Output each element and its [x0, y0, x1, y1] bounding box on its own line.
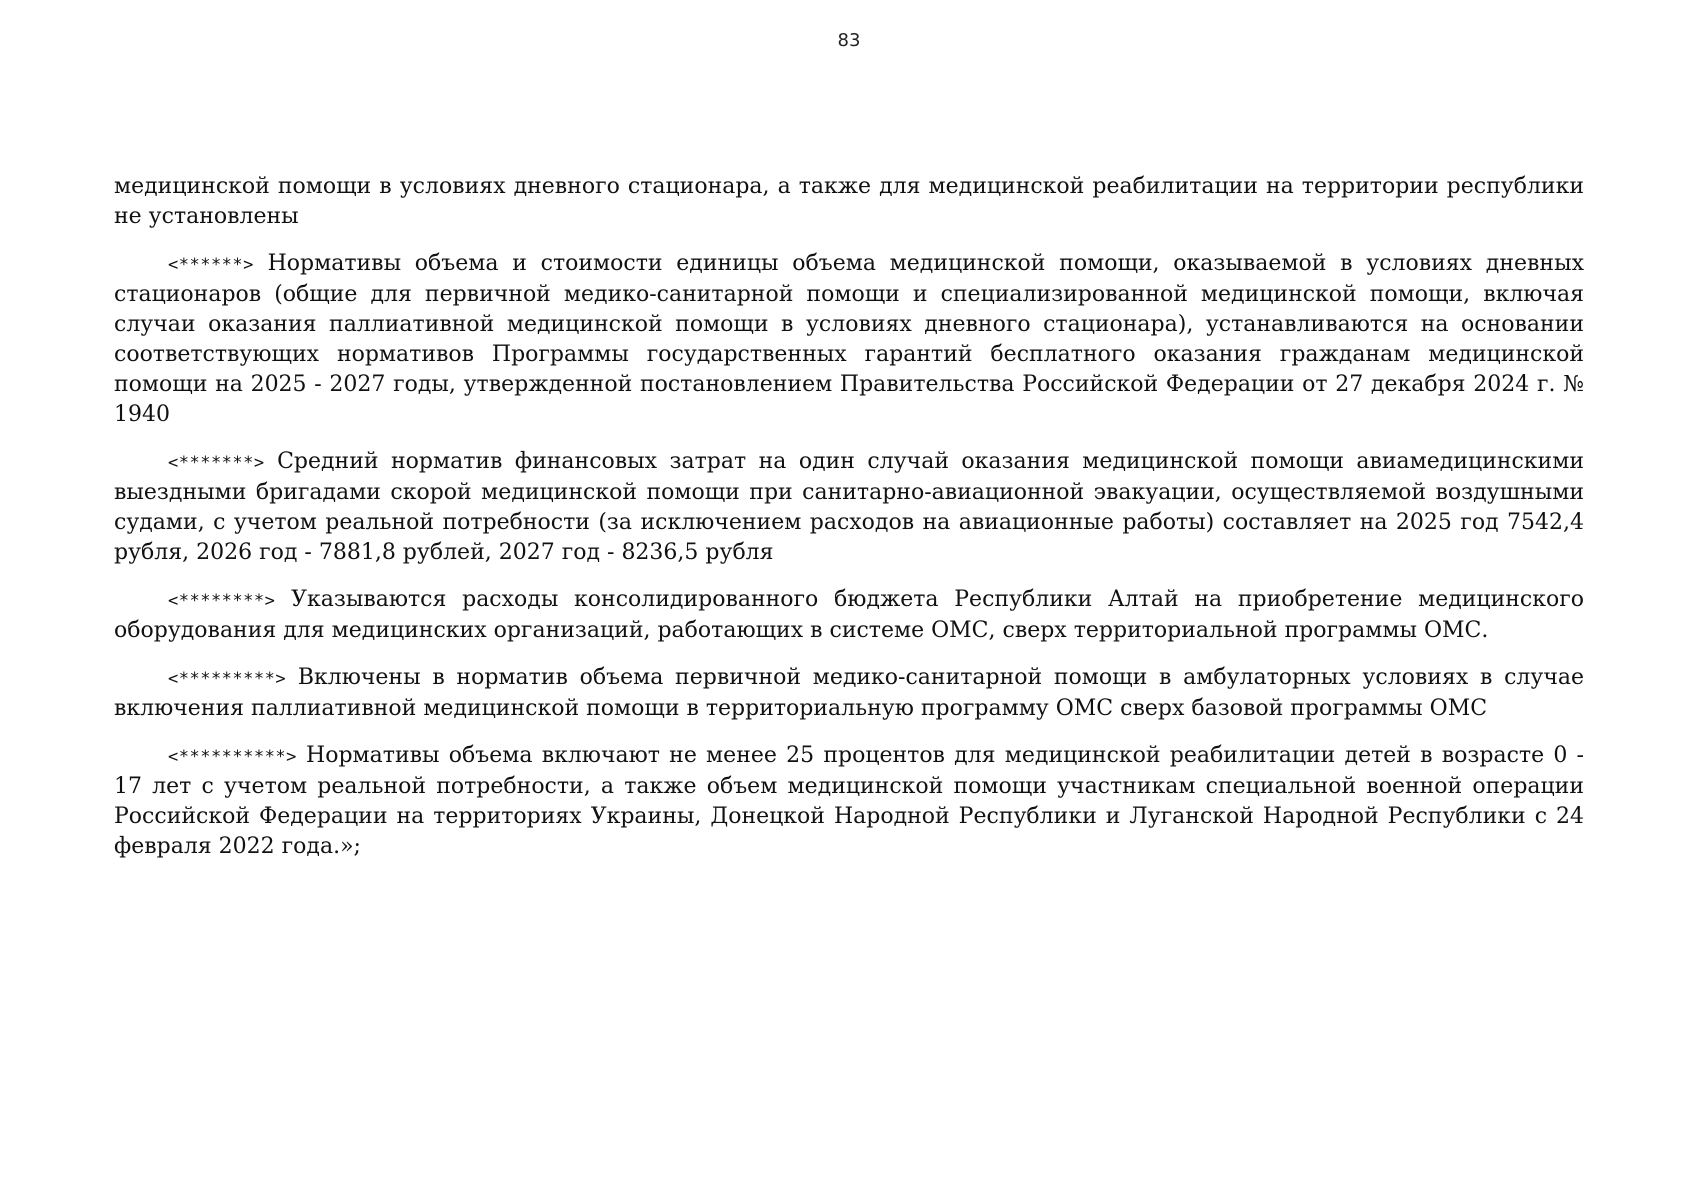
- footnote-7: [114, 447, 1584, 568]
- footnote-9: [114, 663, 1584, 724]
- footnote-marker: <********>: [168, 591, 276, 611]
- footnote-text: Нормативы объема включают не менее 25 процентов для медицинской реабилитации детей в возрасте 0 - 17 лет с учетом реальной потребности, а также объем медицинской помощи участникам специальной военной операции Российской Федерации на территориях Украины, Донецкой Народной Республики и Луганской Народной Республики с 24 февраля 2022 года.»;: [114, 743, 1584, 859]
- footnote-marker: <*******>: [168, 453, 265, 473]
- footnote-8: [114, 585, 1584, 646]
- footnote-text: Указываются расходы консолидированного бюджета Республики Алтай на приобретение медицинского оборудования для медицинских организаций, работающих в системе ОМС, сверх территориальной программы ОМС.: [114, 587, 1584, 643]
- document-body: [114, 172, 1584, 879]
- footnote-marker: <**********>: [168, 747, 297, 767]
- footnote-text: Средний норматив финансовых затрат на один случай оказания медицинской помощи авиамедицинскими выездными бригадами скорой медицинской помощи при санитарно-авиационной эвакуации, осуществляемой воздушными судами, с учетом реальной потребности (за исключением расходов на авиационные работы) составляет на 2025 год 7542,4 рубля, 2026 год - 7881,8 рублей, 2027 год - 8236,5 рубля: [114, 449, 1584, 565]
- paragraph-continuation: [114, 172, 1584, 232]
- footnote-marker: <*********>: [168, 669, 287, 689]
- footnote-text: Включены в норматив объема первичной медико-санитарной помощи в амбулаторных условиях в случае включения паллиативной медицинской помощи в территориальную программу ОМС сверх базовой программы ОМС: [114, 665, 1584, 721]
- paragraph-text: медицинской помощи в условиях дневного стационара, а также для медицинской реабилитации на территории республики не установлены: [114, 174, 1584, 229]
- footnote-text: Нормативы объема и стоимости единицы объема медицинской помощи, оказываемой в условиях дневных стационаров (общие для первичной медико-санитарной помощи и специализированной медицинской помощи, включая случаи оказания паллиативной медицинской помощи в условиях дневного стационара), устанавливаются на основании соответствующих нормативов Программы государственных гарантий бесплатного оказания гражданам медицинской помощи на 2025 - 2027 годы, утвержденной постановлением Правительства Российской Федерации от 27 декабря 2024 г. № 1940: [114, 251, 1584, 427]
- page-number: 83: [837, 30, 861, 51]
- footnote-marker: <******>: [168, 255, 254, 275]
- footnote-10: [114, 741, 1584, 862]
- footnote-6: [114, 249, 1584, 430]
